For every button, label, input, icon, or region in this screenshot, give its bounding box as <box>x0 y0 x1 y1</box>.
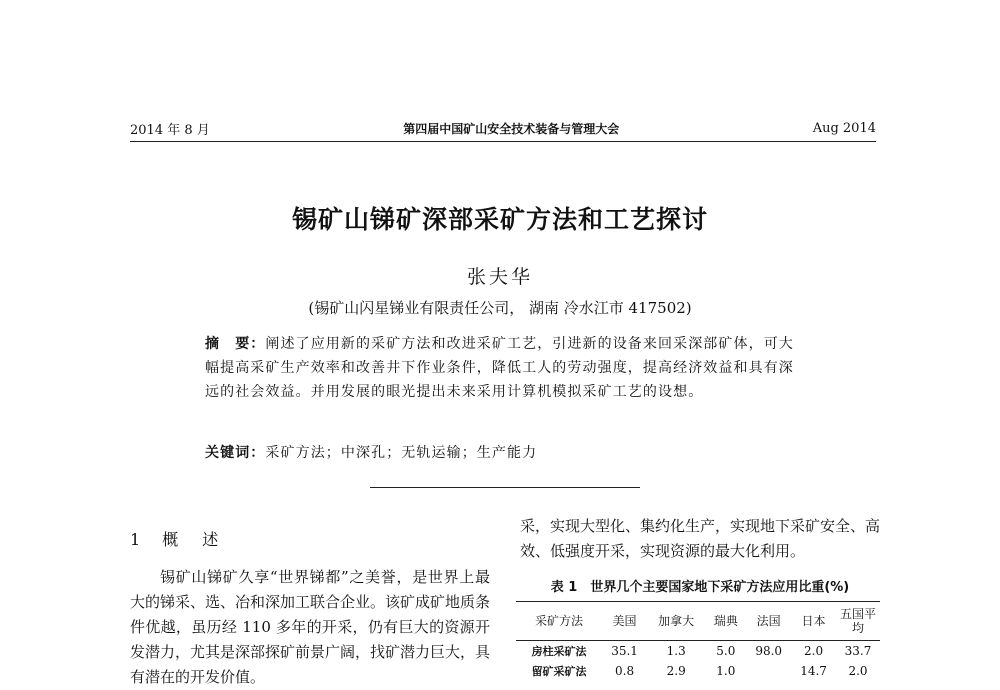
table-row <box>516 641 880 662</box>
header-rule <box>130 141 876 142</box>
abstract-separator <box>370 487 640 488</box>
table-cell: 留矿采矿法 <box>531 665 587 678</box>
table-cell <box>746 661 791 681</box>
table-cell: 房柱采矿法 <box>531 645 587 658</box>
table-header-row <box>516 602 880 641</box>
abstract-label: 摘 要： <box>205 336 266 352</box>
author-affiliation: (锡矿山闪星锑业有限责任公司， 湖南 冷水江市 417502) <box>308 299 692 317</box>
table-cell: 1.0 <box>716 664 736 678</box>
table-header-cell: 美国 <box>602 602 647 641</box>
left-column-body <box>130 565 490 690</box>
abstract-text: 阐述了应用新的采矿方法和改进采矿工艺，引进新的设备来回采深部矿体，可大幅提高采矿生产效率和改善井下作业条件，降低工人的劳动强度，提高经济效益和具有深远的社会效益。并用发展的眼光提出未来采用计算机模拟采矿工艺的设想。 <box>205 336 794 400</box>
table-caption: 表 1 世界几个主要国家地下采矿方法应用比重(%) <box>550 580 850 595</box>
table-cell: 98.0 <box>755 644 783 658</box>
intro-paragraph: 锡矿山锑矿久享“世界锑都”之美誉，是世界上最大的锑采、选、冶和深加工联合企业。该矿成矿地质条件优越，虽历经 110 多年的开采，仍有巨大的资源开发潜力，尤其是深部探矿前景广阔，找矿潜力巨大，具有潜在的开发价值。 <box>130 568 491 686</box>
table-cell: 5.0 <box>716 644 736 658</box>
table-header-cell: 加拿大 <box>647 602 705 641</box>
keywords-label: 关键词： <box>205 445 266 461</box>
table-header-cell: 采矿方法 <box>516 602 602 641</box>
table-cell: 33.7 <box>844 644 872 658</box>
header-date-en: Aug 2014 <box>812 120 876 136</box>
running-header <box>130 116 876 140</box>
table-cell: 1.3 <box>666 644 686 658</box>
header-date: 2014 年 8 月 <box>130 122 210 138</box>
table-cell: 2.0 <box>848 664 868 678</box>
paper-title: 锡矿山锑矿深部采矿方法和工艺探讨 <box>291 205 708 234</box>
section-number: 1 <box>130 530 145 549</box>
table-cell: 2.9 <box>666 664 686 678</box>
table-cell: 35.1 <box>611 644 638 658</box>
right-column-body <box>520 514 880 564</box>
table-cell: 0.8 <box>615 664 635 678</box>
table-header-cell: 五国平均 <box>836 602 880 641</box>
table-cell: 2.0 <box>804 644 824 658</box>
keywords <box>205 442 805 464</box>
abstract <box>205 332 805 404</box>
table-header-cell: 瑞典 <box>705 602 746 641</box>
table-header-cell: 法国 <box>746 602 791 641</box>
author-name: 张夫华 <box>466 266 533 288</box>
section-title: 概 述 <box>162 530 223 549</box>
continued-paragraph: 采，实现大型化、集约化生产，实现地下采矿安全、高效、低强度开采，实现资源的最大化利用。 <box>520 517 881 560</box>
keywords-text: 采矿方法；中深孔；无轨运输；生产能力 <box>265 445 538 461</box>
section-1-heading <box>130 527 222 550</box>
table-header-cell: 日本 <box>791 602 836 641</box>
table-row <box>516 661 880 681</box>
table-cell: 14.7 <box>800 664 827 678</box>
mining-method-table <box>516 601 880 681</box>
header-conference: 第四届中国矿山安全技术装备与管理大会 <box>403 121 620 136</box>
